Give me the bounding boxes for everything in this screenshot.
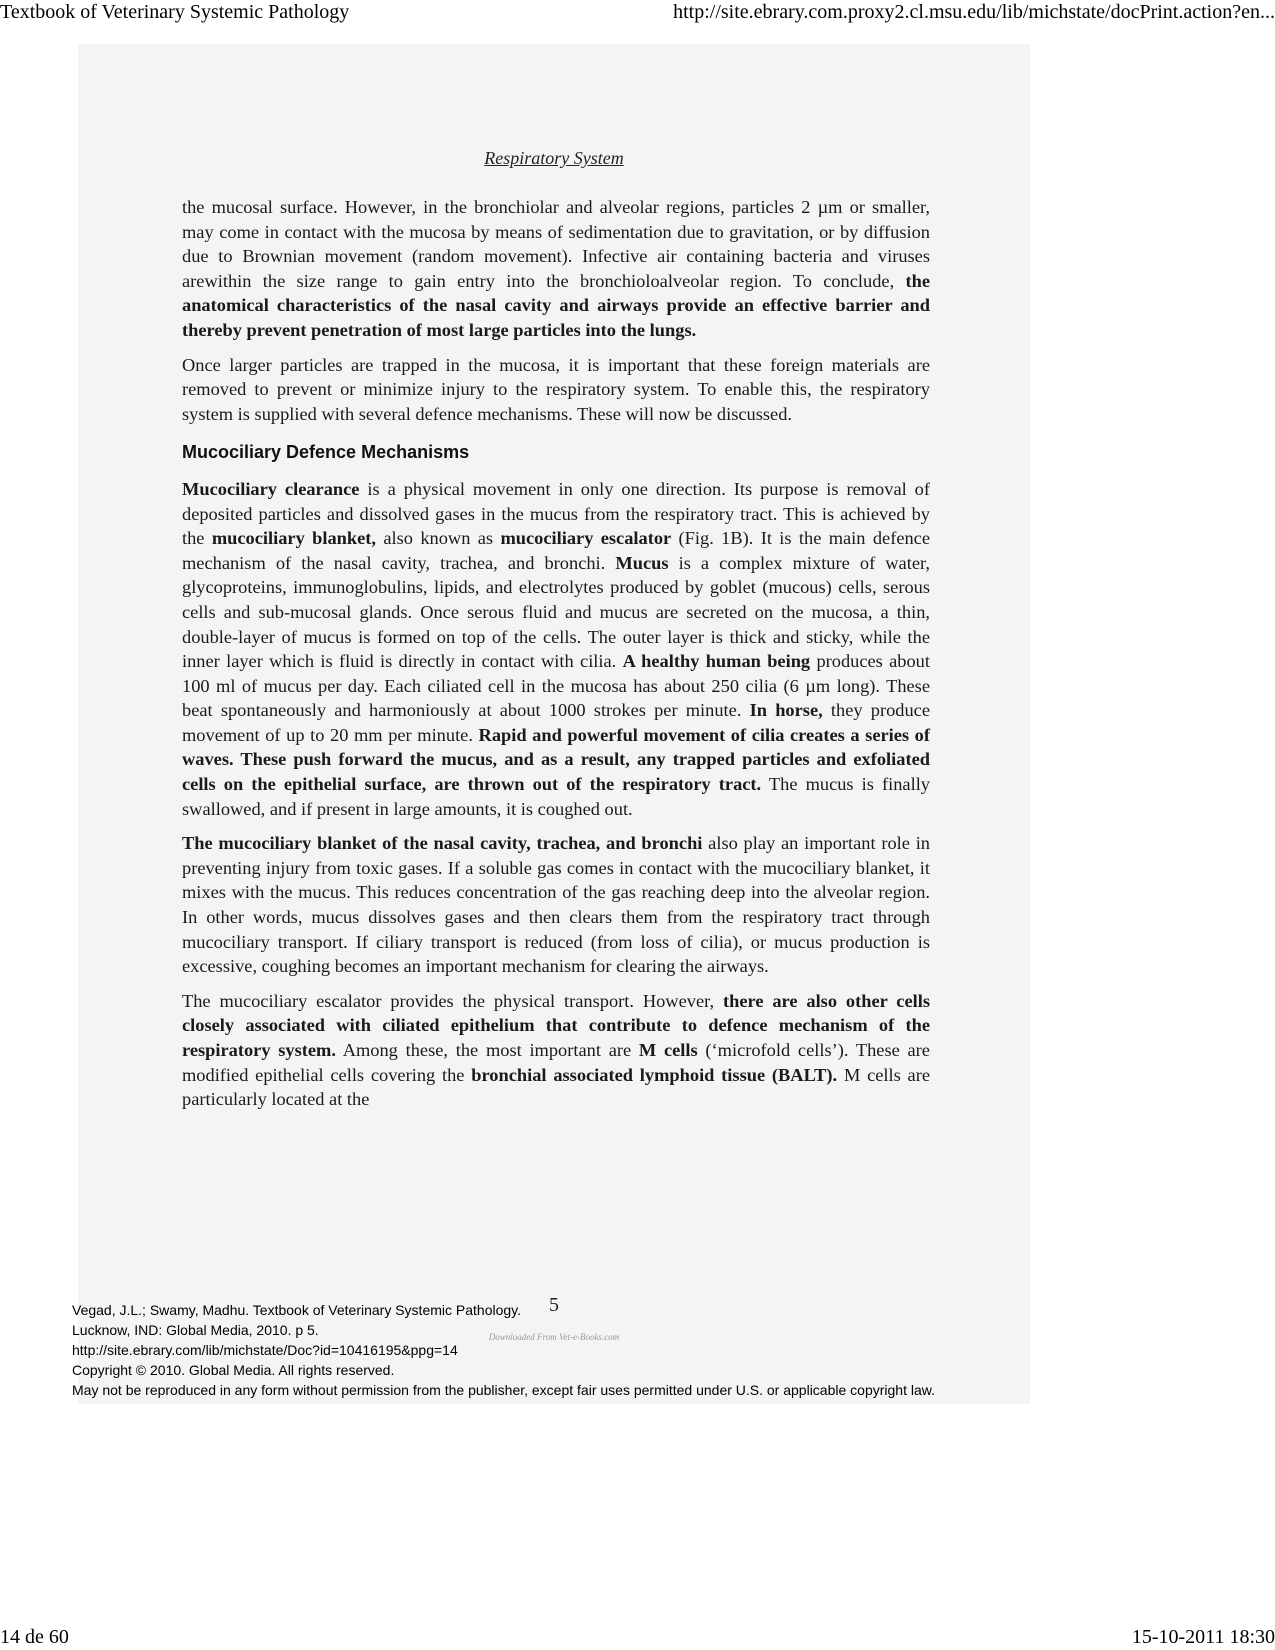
paragraph-group-intro [182, 195, 930, 426]
citation-authors: Vegad, J.L.; Swamy, Madhu. Textbook of Veterinary Systemic Pathology. [72, 1302, 522, 1318]
text-run: produces about 100 ml of mucus per day. Each ciliated cell in the mucosa has about 250 cilia (6 µm long). These beat spontaneously and harmoniously at about 1000 strokes per minute. [182, 651, 930, 721]
scanned-page [78, 44, 1030, 1404]
bold-run: bronchial associated lymphoid tissue (BALT). [471, 1064, 838, 1085]
citation-link[interactable]: http://site.ebrary.com/lib/michstate/Doc?id=10416195&ppg=14 [72, 1342, 458, 1358]
print-header-url: http://site.ebrary.com.proxy2.cl.msu.edu/lib/michstate/docPrint.action?en... [673, 1, 1275, 23]
citation-publisher: Lucknow, IND: Global Media, 2010. p 5. [72, 1322, 319, 1338]
bold-run: Mucus [615, 552, 669, 573]
citation-notice: May not be reproduced in any form without permission from the publisher, except fair uses permitted under U.S. or applicable copyright law. [72, 1382, 935, 1398]
paragraph-group-mucociliary [182, 477, 930, 1112]
book-text [182, 195, 930, 1122]
section-heading: Mucociliary Defence Mechanisms [182, 442, 470, 463]
paragraph [182, 477, 930, 821]
page-number: 5 [549, 1294, 559, 1316]
bold-run: In horse, [749, 700, 823, 721]
text-run: also play an important role in preventing injury from toxic gases. If a soluble gas comes in contact with the mucociliary blanket, it mixes with the mucus. This reduces concentration of the gas reaching deep into the alveolar region. In other words, mucus dissolves gases and then clears them from the respiratory tract through mucociliary transport. If ciliary transport is reduced (from loss of cilia), or mucus production is excessive, coughing becomes an important mechanism for clearing the airways. [182, 833, 930, 977]
bold-run: The mucociliary blanket of the nasal cavity, trachea, and bronchi [182, 833, 703, 854]
text-run: is a complex mixture of water, glycoproteins, immunoglobulins, lipids, and electrolytes produced by goblet (mucous) cells, serous cells and sub-mucosal glands. Once serous fluid and mucus are secreted on the mucosa, a thin, double-layer of mucus is formed on top of the cells. The outer layer is thick and sticky, while the inner layer which is fluid is directly in contact with cilia. [182, 552, 930, 672]
bold-run: there are also other cells closely associated with ciliated epithelium that contribute to defence mechanism of the respiratory system. [182, 990, 930, 1060]
citation-copyright: Copyright © 2010. Global Media. All rights reserved. [72, 1362, 395, 1378]
bold-run: Mucociliary clearance [182, 478, 360, 499]
running-head: Respiratory System [484, 148, 624, 168]
bold-run: mucociliary blanket, [211, 528, 377, 549]
text-run: (‘microfold cells’). These are modified epithelial cells covering the [182, 1040, 930, 1085]
text-run: also known as [376, 528, 501, 549]
text-run: M cells are particularly located at the [182, 1064, 931, 1110]
text-run: (Fig. 1B). It is the main defence mechanism of the nasal cavity, trachea, and bronchi. [182, 528, 931, 573]
print-footer-page-count: 14 de 60 [0, 1626, 69, 1648]
paragraph [182, 353, 930, 427]
print-header-title: Textbook of Veterinary Systemic Pathology [0, 1, 350, 23]
citation-block [72, 1300, 1172, 1400]
bold-run: the anatomical characteristics of the nasal cavity and airways provide an effective barrier and thereby prevent penetration of most large particles into the lungs. [182, 270, 930, 340]
text-run: The mucociliary escalator provides the physical transport. However, [182, 990, 723, 1011]
text-run: Once larger particles are trapped in the mucosa, it is important that these foreign materials are removed to prevent or minimize injury to the respiratory system. To enable this, the respiratory system is supplied with several defence mechanisms. These will now be discussed. [182, 354, 930, 424]
paragraph [182, 195, 930, 343]
text-run: is a physical movement in only one direction. Its purpose is removal of deposited particles and dissolved gases in the mucus from the respiratory tract. This is achieved by the [182, 478, 930, 549]
bold-run: Rapid and powerful movement of cilia creates a series of waves. These push forward the mucus, and as a result, any trapped particles and exfoliated cells on the epithelial surface, are thrown out of the respiratory tract. [182, 724, 930, 795]
print-footer-datetime: 15-10-2011 18:30 [1131, 1626, 1275, 1648]
text-run: The mucus is finally swallowed, and if present in large amounts, it is coughed out. [182, 774, 931, 819]
text-run: the mucosal surface. However, in the bronchiolar and alveolar regions, particles 2 µm or smaller, may come in contact with the mucosa by means of sedimentation due to gravitation, or by diffusion due to Brownian movement (random movement). Infective air containing bacteria and viruses arewithin the size range to gain entry into the bronchioloalveolar region. To conclude, [182, 197, 930, 291]
watermark: Downloaded From Vet-e-Books.com [488, 1332, 620, 1342]
bold-run: mucociliary escalator [500, 528, 672, 549]
paragraph [182, 989, 930, 1112]
paragraph [182, 831, 930, 979]
text-run: they produce movement of up to 20 mm per minute. [182, 700, 930, 745]
bold-run: M cells [638, 1040, 698, 1060]
bold-run: A healthy human being [622, 651, 811, 672]
text-run: Among these, the most important are [335, 1040, 639, 1060]
